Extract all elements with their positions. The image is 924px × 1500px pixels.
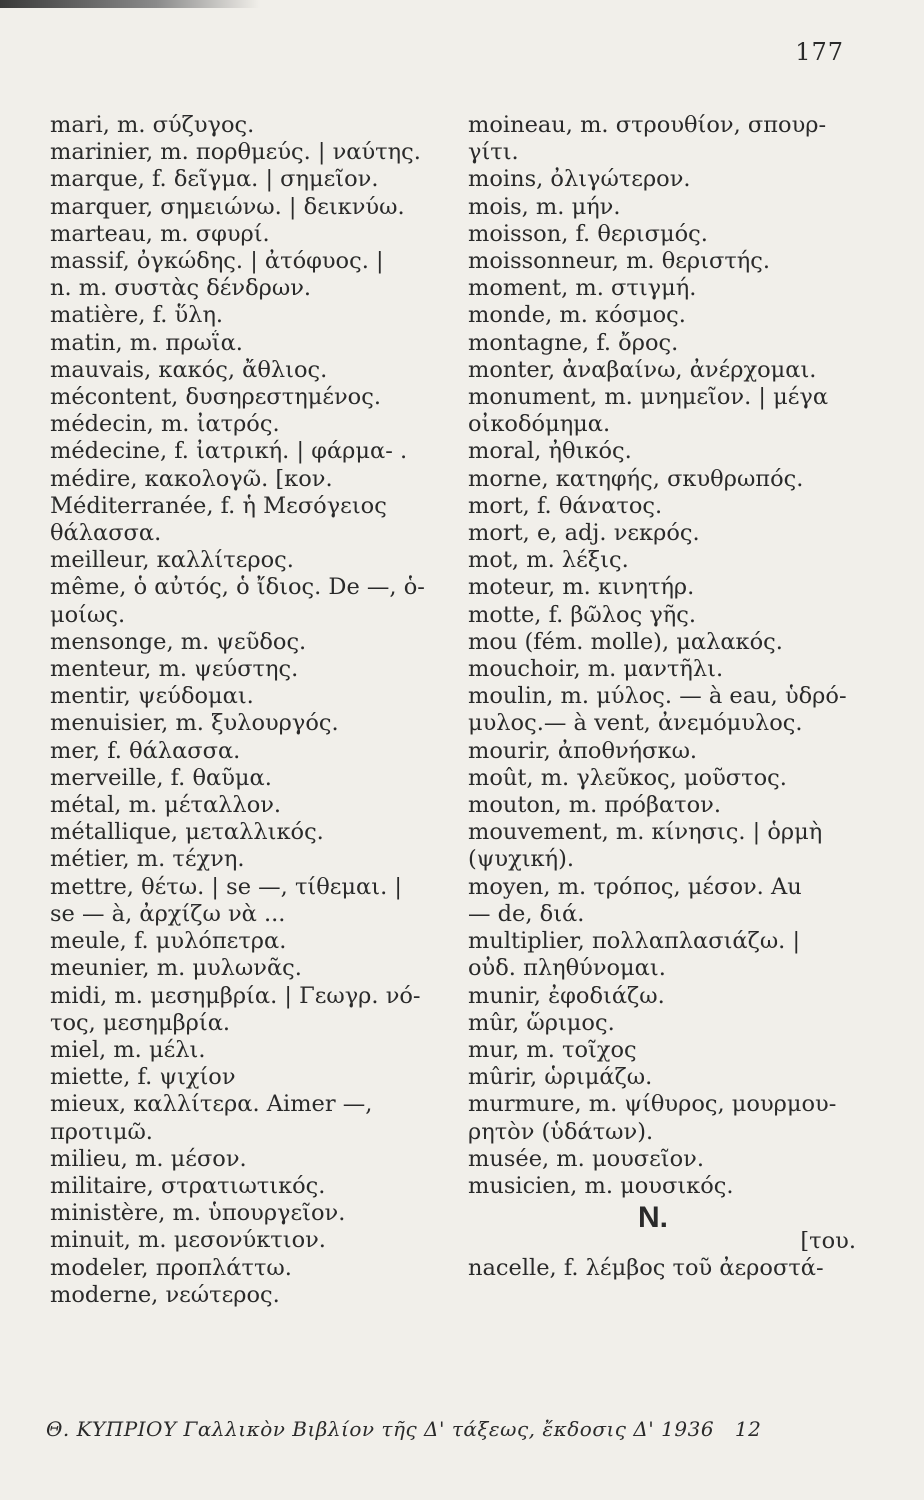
right-column — [468, 112, 868, 1283]
dictionary-entry: moulin, m. μύλος. — à eau, ὑδρό- — [468, 683, 847, 710]
dictionary-entry: morne, κατηφής, σκυθρωπός. — [468, 465, 804, 492]
dictionary-entry: moins, ὀλιγώτερον. — [468, 166, 691, 193]
dictionary-entry: mot, m. λέξις. — [468, 547, 629, 574]
dictionary-entry: mouchoir, m. μαντῆλι. — [468, 656, 724, 683]
dictionary-entry: moteur, m. κινητήρ. — [468, 574, 695, 601]
dictionary-entry: mettre, θέτω. | se —, τίθεμαι. | — [50, 873, 402, 900]
dictionary-entry: προτιμῶ. — [50, 1118, 153, 1145]
dictionary-entry: n. m. συστὰς δένδρων. — [50, 275, 312, 302]
dictionary-entry: même, ὁ αὐτός, ὁ ἴδιος. De —, ὁ- — [50, 574, 425, 601]
dictionary-entry: midi, m. μεσημβρία. | Γεωγρ. νό- — [50, 982, 421, 1009]
dictionary-entry: menuisier, m. ξυλουργός. — [50, 710, 339, 737]
dictionary-entry: Méditerranée, f. ἡ Μεσόγειος — [50, 492, 387, 519]
dictionary-entry: minuit, m. μεσονύκτιον. — [50, 1227, 326, 1254]
dictionary-entry: modeler, προπλάττω. — [50, 1254, 292, 1281]
dictionary-entry: mécontent, δυσηρεστημένος. — [50, 384, 381, 411]
dictionary-entry: milieu, m. μέσον. — [50, 1145, 247, 1172]
dictionary-entry: mûr, ὥριμος. — [468, 1009, 615, 1036]
dictionary-entry: moyen, m. τρόπος, μέσον. Au — [468, 873, 802, 900]
footer-text: Θ. ΚΥΠΡΙΟΥ Γαλλικὸν Βιβλίον τῆς Δ' τάξεως, ἔκδοσις Δ' 1936 — [46, 1417, 715, 1441]
dictionary-entry: massif, ὀγκώδης. | ἀτόφυος. | — [50, 248, 384, 275]
dictionary-entry: marque, f. δεῖγμα. | σημεῖον. — [50, 166, 379, 193]
dictionary-entry: musée, m. μουσεῖον. — [468, 1145, 705, 1172]
dictionary-entry-last: nacelle, f. λέμβος τοῦ ἀεροστά- — [468, 1255, 824, 1282]
left-column — [50, 112, 445, 1309]
page-edge-shadow — [0, 0, 260, 8]
dictionary-entry: γίτι. — [468, 139, 519, 166]
dictionary-entry: mourir, ἀποθνήσκω. — [468, 737, 698, 764]
dictionary-entry: mentir, ψεύδομαι. — [50, 683, 254, 710]
dictionary-entry: métier, m. τέχνη. — [50, 846, 245, 873]
dictionary-entry: menteur, m. ψεύστης. — [50, 656, 299, 683]
dictionary-entry: moral, ἠθικός. — [468, 438, 632, 465]
dictionary-entry: multiplier, πολλαπλασιάζω. | — [468, 928, 801, 955]
dictionary-entry: mur, m. τοῖχος — [468, 1036, 637, 1063]
dictionary-entry: métal, m. μέταλλον. — [50, 792, 282, 819]
dictionary-entry: murmure, m. ψίθυρος, μουρμου- — [468, 1091, 837, 1118]
dictionary-entry: munir, ἐφοδιάζω. — [468, 982, 665, 1009]
dictionary-entry: mort, e, adj. νεκρός. — [468, 520, 700, 547]
dictionary-entry: médire, κακολογῶ. [κον. — [50, 465, 333, 492]
dictionary-entry: matin, m. πρωΐα. — [50, 329, 243, 356]
dictionary-entry: moderne, νεώτερος. — [50, 1281, 280, 1308]
dictionary-entry: moût, m. γλεῦκος, μοῦστος. — [468, 764, 787, 791]
dictionary-entry: meilleur, καλλίτερος. — [50, 547, 294, 574]
dictionary-entry: moineau, m. στρουθίον, σπουρ- — [468, 112, 827, 138]
section-letter-n: N. — [638, 1201, 668, 1235]
dictionary-entry: mauvais, κακός, ἄθλιος. — [50, 356, 328, 383]
dictionary-entry: mouton, m. πρόβατον. — [468, 792, 721, 819]
dictionary-entry: — de, διά. — [468, 900, 585, 927]
dictionary-entry: médecine, f. ἰατρική. | φάρμα- . — [50, 438, 408, 465]
dictionary-entry: merveille, f. θαῦμα. — [50, 764, 272, 791]
dictionary-entry: (ψυχική). — [468, 846, 575, 873]
dictionary-entry: μοίως. — [50, 601, 126, 628]
dictionary-entry: moment, m. στιγμή. — [468, 275, 697, 302]
page-number: 177 — [795, 38, 844, 66]
dictionary-entry: se — à, ἀρχίζω νὰ ... — [50, 900, 286, 927]
dictionary-entry: monument, m. μνημεῖον. | μέγα — [468, 384, 829, 411]
dictionary-entry: μυλος.— à vent, ἀνεμόμυλος. — [468, 710, 803, 737]
dictionary-entry: οἰκοδόμημα. — [468, 411, 611, 438]
dictionary-entry: meule, f. μυλόπετρα. — [50, 928, 287, 955]
dictionary-entry: motte, f. βῶλος γῆς. — [468, 601, 697, 628]
dictionary-entry: mou (fém. molle), μαλακός. — [468, 628, 783, 655]
dictionary-entry: marinier, m. πορθμεύς. | ναύτης. — [50, 139, 421, 166]
dictionary-entry: monter, ἀναβαίνω, ἀνέρχομαι. — [468, 356, 817, 383]
footer — [46, 1417, 761, 1441]
dictionary-entry: ρητὸν (ὑδάτων). — [468, 1118, 654, 1145]
dictionary-entry: τος, μεσημβρία. — [50, 1009, 231, 1036]
dictionary-entry: moisson, f. θερισμός. — [468, 220, 708, 247]
dictionary-entry: mensonge, m. ψεῦδος. — [50, 628, 307, 655]
dictionary-entry: οὐδ. πληθύνομαι. — [468, 955, 666, 982]
dictionary-entry: mouvement, m. κίνησις. | ὁρμὴ — [468, 819, 823, 846]
dictionary-entry: mieux, καλλίτερα. Aimer —, — [50, 1091, 373, 1118]
dictionary-entry: moissonneur, m. θεριστής. — [468, 248, 771, 275]
dictionary-entry: marquer, σημειώνω. | δεικνύω. — [50, 193, 405, 220]
right-column-entries — [468, 112, 868, 1200]
dictionary-entry: mort, f. θάνατος. — [468, 492, 663, 519]
dictionary-entry: mûrir, ὡριμάζω. — [468, 1064, 653, 1091]
dictionary-entry: montagne, f. ὄρος. — [468, 329, 679, 356]
dictionary-entry: mari, m. σύζυγος. — [50, 112, 255, 138]
dictionary-entry: monde, m. κόσμος. — [468, 302, 686, 329]
dictionary-entry: mois, m. μήν. — [468, 193, 621, 220]
dictionary-entry: métallique, μεταλλικός. — [50, 819, 324, 846]
dictionary-entry: ministère, m. ὑπουργεῖον. — [50, 1200, 346, 1227]
dictionary-entry: θάλασσα. — [50, 520, 162, 547]
dictionary-entry: miel, m. μέλι. — [50, 1036, 206, 1063]
dictionary-entry: militaire, στρατιωτικός. — [50, 1172, 326, 1199]
dictionary-entry: musicien, m. μουσικός. — [468, 1172, 734, 1199]
dictionary-entry: mer, f. θάλασσα. — [50, 737, 241, 764]
dictionary-entry: meunier, m. μυλωνᾶς. — [50, 955, 302, 982]
dictionary-entry: médecin, m. ἰατρός. — [50, 411, 280, 438]
footer-sheet-number: 12 — [734, 1417, 762, 1441]
dictionary-entry: marteau, m. σφυρί. — [50, 220, 270, 247]
dictionary-entry: miette, f. ψιχίον — [50, 1064, 236, 1091]
dictionary-entry: matière, f. ὕλη. — [50, 302, 224, 329]
continuation-fragment: [του. — [800, 1228, 856, 1255]
